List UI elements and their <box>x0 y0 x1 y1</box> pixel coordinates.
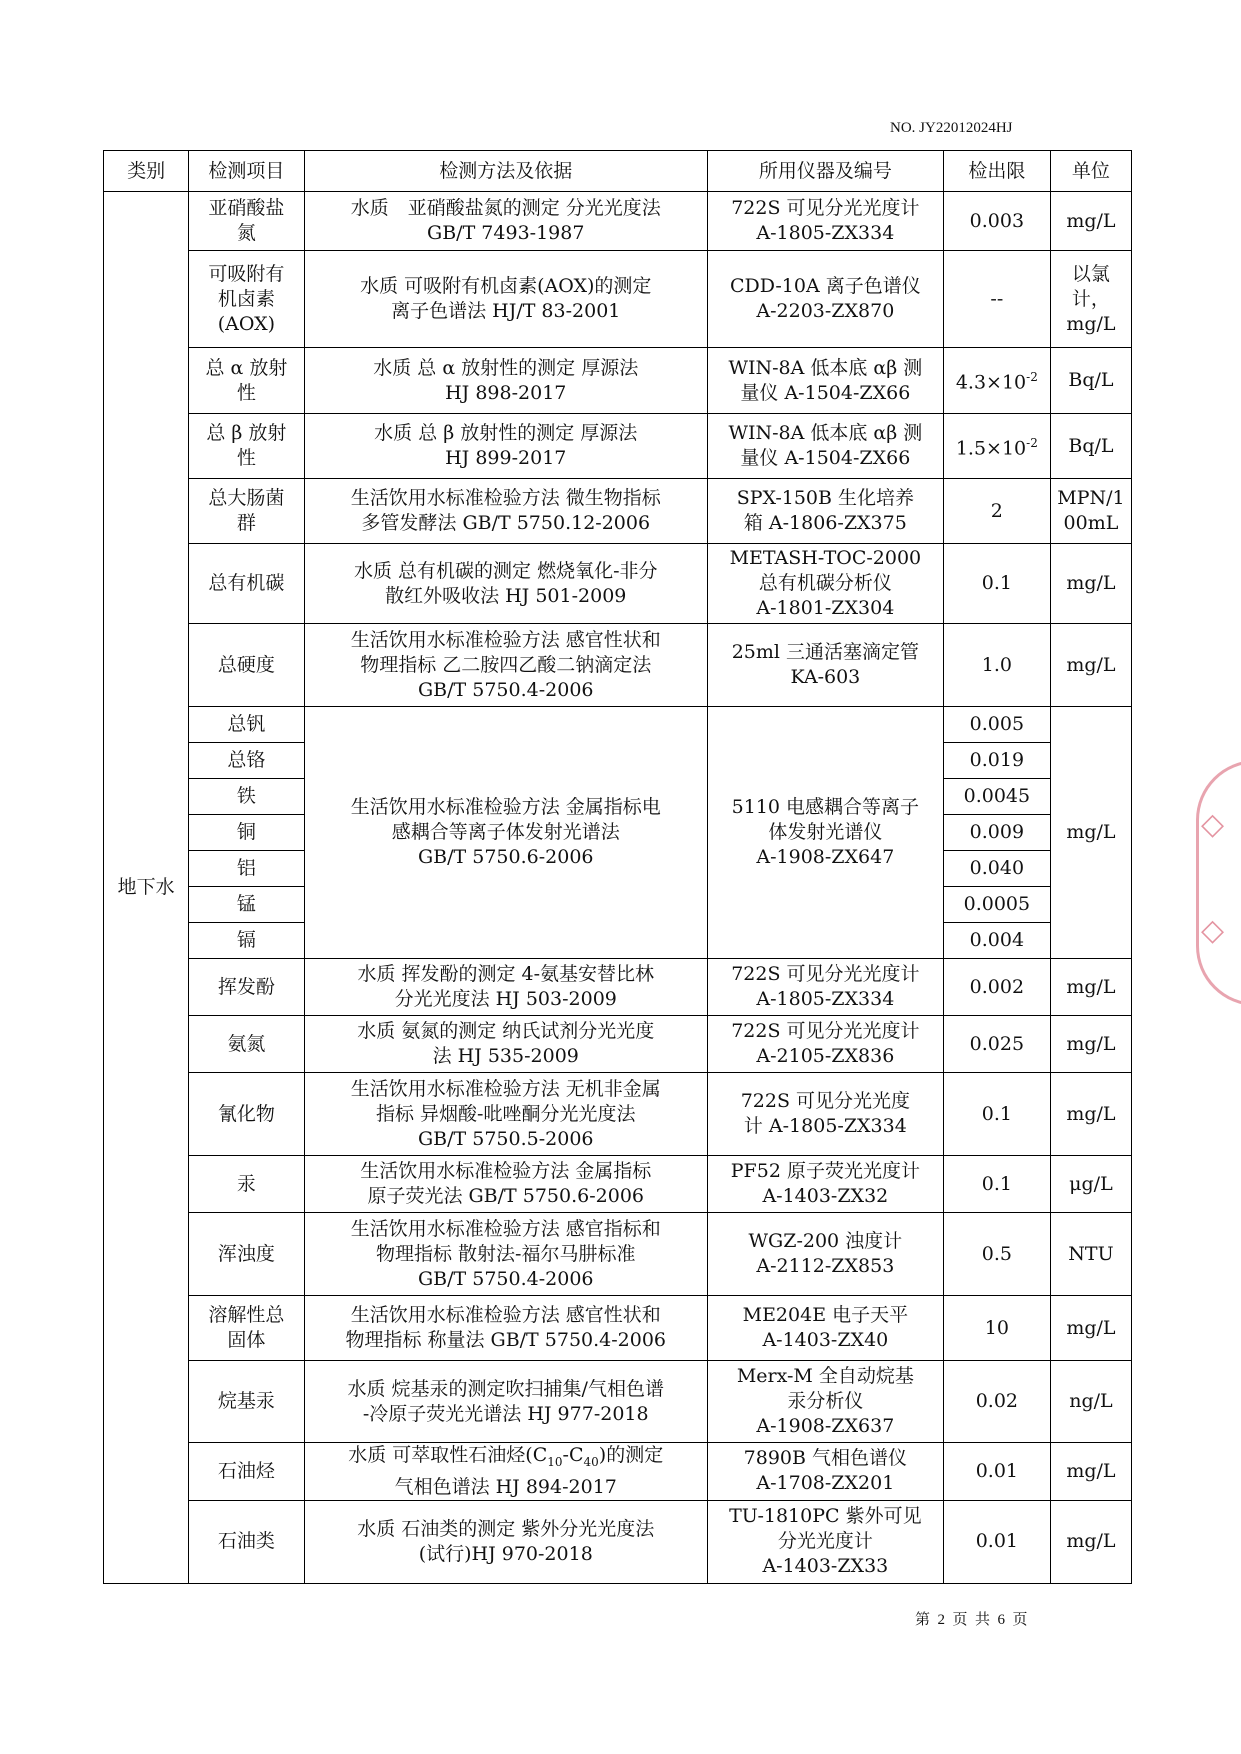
item-cell: 石油烃 <box>189 1443 304 1501</box>
unit-cell: mg/L <box>1050 1500 1131 1583</box>
instrument-cell: METASH-TOC-2000 总有机碳分析仪 A-1801-ZX304 <box>707 544 943 624</box>
method-cell: 水质 石油类的测定 紫外分光光度法 (试行)HJ 970-2018 <box>304 1500 707 1583</box>
limit-cell: 0.002 <box>943 959 1050 1016</box>
method-cell: 生活饮用水标准检验方法 感官指标和 物理指标 散射法-福尔马肼标准 GB/T 5750.4-2006 <box>304 1213 707 1296</box>
limit-cell: -- <box>943 251 1050 348</box>
unit-cell: Bq/L <box>1050 348 1131 414</box>
table-row <box>104 1361 1132 1443</box>
item-cell: 石油类 <box>189 1500 304 1583</box>
method-cell: 水质 总 α 放射性的测定 厚源法 HJ 898-2017 <box>304 348 707 414</box>
table-header-row <box>104 151 1132 192</box>
item-cell: 铁 <box>189 779 304 815</box>
seal-stamp <box>1196 760 1241 1006</box>
method-cell: 水质 亚硝酸盐氮的测定 分光光度法 GB/T 7493-1987 <box>304 192 707 251</box>
unit-cell: NTU <box>1050 1213 1131 1296</box>
method-cell: 水质 挥发酚的测定 4-氨基安替比林 分光光度法 HJ 503-2009 <box>304 959 707 1016</box>
item-cell: 总有机碳 <box>189 544 304 624</box>
limit-cell: 10 <box>943 1296 1050 1361</box>
item-cell: 氰化物 <box>189 1073 304 1156</box>
item-cell: 铜 <box>189 815 304 851</box>
unit-cell: 以氯 计， mg/L <box>1050 251 1131 348</box>
item-cell: 可吸附有 机卤素 (AOX) <box>189 251 304 348</box>
method-cell: 水质 烷基汞的测定吹扫捕集/气相色谱 -冷原子荧光光谱法 HJ 977-2018 <box>304 1361 707 1443</box>
seal-glyph: ◇ <box>1201 807 1225 842</box>
seal-glyph: ◇ <box>1201 913 1225 948</box>
header-item: 检测项目 <box>189 151 304 192</box>
limit-cell: 0.02 <box>943 1361 1050 1443</box>
limit-cell: 0.1 <box>943 544 1050 624</box>
unit-cell: MPN/1 00mL <box>1050 479 1131 544</box>
limit-cell: 0.01 <box>943 1500 1050 1583</box>
unit-cell: mg/L <box>1050 1296 1131 1361</box>
test-method-table <box>103 150 1132 1584</box>
limit-cell: 0.025 <box>943 1016 1050 1073</box>
report-number: NO. JY22012024HJ <box>890 120 1013 136</box>
item-cell: 烷基汞 <box>189 1361 304 1443</box>
header-limit: 检出限 <box>943 151 1050 192</box>
method-cell: 水质 可萃取性石油烃$(C_{10}-C_{40})$的测定 气相色谱法 HJ 894-2017 <box>304 1443 707 1501</box>
item-cell: 溶解性总 固体 <box>189 1296 304 1361</box>
limit-cell: 0.003 <box>943 192 1050 251</box>
header-unit: 单位 <box>1050 151 1131 192</box>
item-cell: 总 β 放射 性 <box>189 414 304 479</box>
table-row <box>104 251 1132 348</box>
table-row <box>104 1500 1132 1583</box>
table-row <box>104 1296 1132 1361</box>
method-cell: 生活饮用水标准检验方法 金属指标 原子荧光法 GB/T 5750.6-2006 <box>304 1156 707 1213</box>
item-cell: 总硬度 <box>189 624 304 707</box>
table-row <box>104 544 1132 624</box>
item-cell: 锰 <box>189 887 304 923</box>
metals-instrument-cell: 5110 电感耦合等离子 体发射光谱仪 A-1908-ZX647 <box>707 707 943 959</box>
table-row <box>104 479 1132 544</box>
metals-method-cell: 生活饮用水标准检验方法 金属指标电 感耦合等离子体发射光谱法 GB/T 5750.6-2006 <box>304 707 707 959</box>
table-row <box>104 1213 1132 1296</box>
method-cell: 水质 可吸附有机卤素(AOX)的测定 离子色谱法 HJ/T 83-2001 <box>304 251 707 348</box>
item-cell: 铝 <box>189 851 304 887</box>
instrument-cell: WGZ-200 浊度计 A-2112-ZX853 <box>707 1213 943 1296</box>
unit-cell: mg/L <box>1050 544 1131 624</box>
unit-cell: ng/L <box>1050 1361 1131 1443</box>
instrument-cell: WIN-8A 低本底 αβ 测 量仪 A-1504-ZX66 <box>707 414 943 479</box>
category-cell: 地下水 <box>104 192 189 1584</box>
limit-cell: 0.019 <box>943 743 1050 779</box>
item-cell: 镉 <box>189 923 304 959</box>
header-instrument: 所用仪器及编号 <box>707 151 943 192</box>
limit-cell: 0.009 <box>943 815 1050 851</box>
method-cell: 生活饮用水标准检验方法 微生物指标 多管发酵法 GB/T 5750.12-2006 <box>304 479 707 544</box>
page-number: 第 2 页 共 6 页 <box>915 1612 1028 1628</box>
table-row <box>104 959 1132 1016</box>
item-cell: 总铬 <box>189 743 304 779</box>
table-row <box>104 1443 1132 1501</box>
instrument-cell: 722S 可见分光光度计 A-1805-ZX334 <box>707 192 943 251</box>
unit-cell: Bq/L <box>1050 414 1131 479</box>
instrument-cell: ME204E 电子天平 A-1403-ZX40 <box>707 1296 943 1361</box>
limit-cell: 1.0 <box>943 624 1050 707</box>
limit-cell: 0.0045 <box>943 779 1050 815</box>
metals-unit-cell: mg/L <box>1050 707 1131 959</box>
unit-cell: mg/L <box>1050 1016 1131 1073</box>
table-row <box>104 1073 1132 1156</box>
method-cell: 水质 总 β 放射性的测定 厚源法 HJ 899-2017 <box>304 414 707 479</box>
limit-cell: 2 <box>943 479 1050 544</box>
instrument-cell: 722S 可见分光光度计 A-2105-ZX836 <box>707 1016 943 1073</box>
method-cell: 水质 氨氮的测定 纳氏试剂分光光度 法 HJ 535-2009 <box>304 1016 707 1073</box>
method-cell: 生活饮用水标准检验方法 感官性状和 物理指标 乙二胺四乙酸二钠滴定法 GB/T 5750.4-2006 <box>304 624 707 707</box>
limit-cell: 0.5 <box>943 1213 1050 1296</box>
method-cell: 生活饮用水标准检验方法 感官性状和 物理指标 称量法 GB/T 5750.4-2006 <box>304 1296 707 1361</box>
unit-cell: mg/L <box>1050 192 1131 251</box>
instrument-cell: TU-1810PC 紫外可见 分光光度计 A-1403-ZX33 <box>707 1500 943 1583</box>
unit-cell: mg/L <box>1050 1443 1131 1501</box>
item-cell: 亚硝酸盐 氮 <box>189 192 304 251</box>
item-cell: 氨氮 <box>189 1016 304 1073</box>
limit-cell: 0.1 <box>943 1073 1050 1156</box>
instrument-cell: 722S 可见分光光度计 A-1805-ZX334 <box>707 959 943 1016</box>
table-row <box>104 707 1132 743</box>
table-row <box>104 1156 1132 1213</box>
limit-cell: 0.01 <box>943 1443 1050 1501</box>
instrument-cell: 25ml 三通活塞滴定管 KA-603 <box>707 624 943 707</box>
instrument-cell: WIN-8A 低本底 αβ 测 量仪 A-1504-ZX66 <box>707 348 943 414</box>
table-row <box>104 192 1132 251</box>
item-cell: 总 α 放射 性 <box>189 348 304 414</box>
limit-cell: 0.004 <box>943 923 1050 959</box>
item-cell: 汞 <box>189 1156 304 1213</box>
item-cell: 浑浊度 <box>189 1213 304 1296</box>
instrument-cell: 722S 可见分光光度 计 A-1805-ZX334 <box>707 1073 943 1156</box>
limit-cell: 0.1 <box>943 1156 1050 1213</box>
unit-cell: mg/L <box>1050 959 1131 1016</box>
limit-cell: $4.3\times 10^{-2}$ <box>943 348 1050 414</box>
method-cell: 生活饮用水标准检验方法 无机非金属 指标 异烟酸-吡唑酮分光光度法 GB/T 5750.5-2006 <box>304 1073 707 1156</box>
unit-cell: mg/L <box>1050 1073 1131 1156</box>
unit-cell: μg/L <box>1050 1156 1131 1213</box>
item-cell: 总大肠菌 群 <box>189 479 304 544</box>
method-cell: 水质 总有机碳的测定 燃烧氧化-非分 散红外吸收法 HJ 501-2009 <box>304 544 707 624</box>
header-method: 检测方法及依据 <box>304 151 707 192</box>
limit-cell: 0.005 <box>943 707 1050 743</box>
header-category: 类别 <box>104 151 189 192</box>
instrument-cell: SPX-150B 生化培养 箱 A-1806-ZX375 <box>707 479 943 544</box>
instrument-cell: CDD-10A 离子色谱仪 A-2203-ZX870 <box>707 251 943 348</box>
limit-cell: $1.5\times 10^{-2}$ <box>943 414 1050 479</box>
instrument-cell: Merx-M 全自动烷基 汞分析仪 A-1908-ZX637 <box>707 1361 943 1443</box>
instrument-cell: 7890B 气相色谱仪 A-1708-ZX201 <box>707 1443 943 1501</box>
unit-cell: mg/L <box>1050 624 1131 707</box>
limit-cell: 0.040 <box>943 851 1050 887</box>
instrument-cell: PF52 原子荧光光度计 A-1403-ZX32 <box>707 1156 943 1213</box>
table-row <box>104 1016 1132 1073</box>
table-row <box>104 414 1132 479</box>
item-cell: 挥发酚 <box>189 959 304 1016</box>
item-cell: 总钒 <box>189 707 304 743</box>
table-row <box>104 624 1132 707</box>
table-row <box>104 348 1132 414</box>
limit-cell: 0.0005 <box>943 887 1050 923</box>
